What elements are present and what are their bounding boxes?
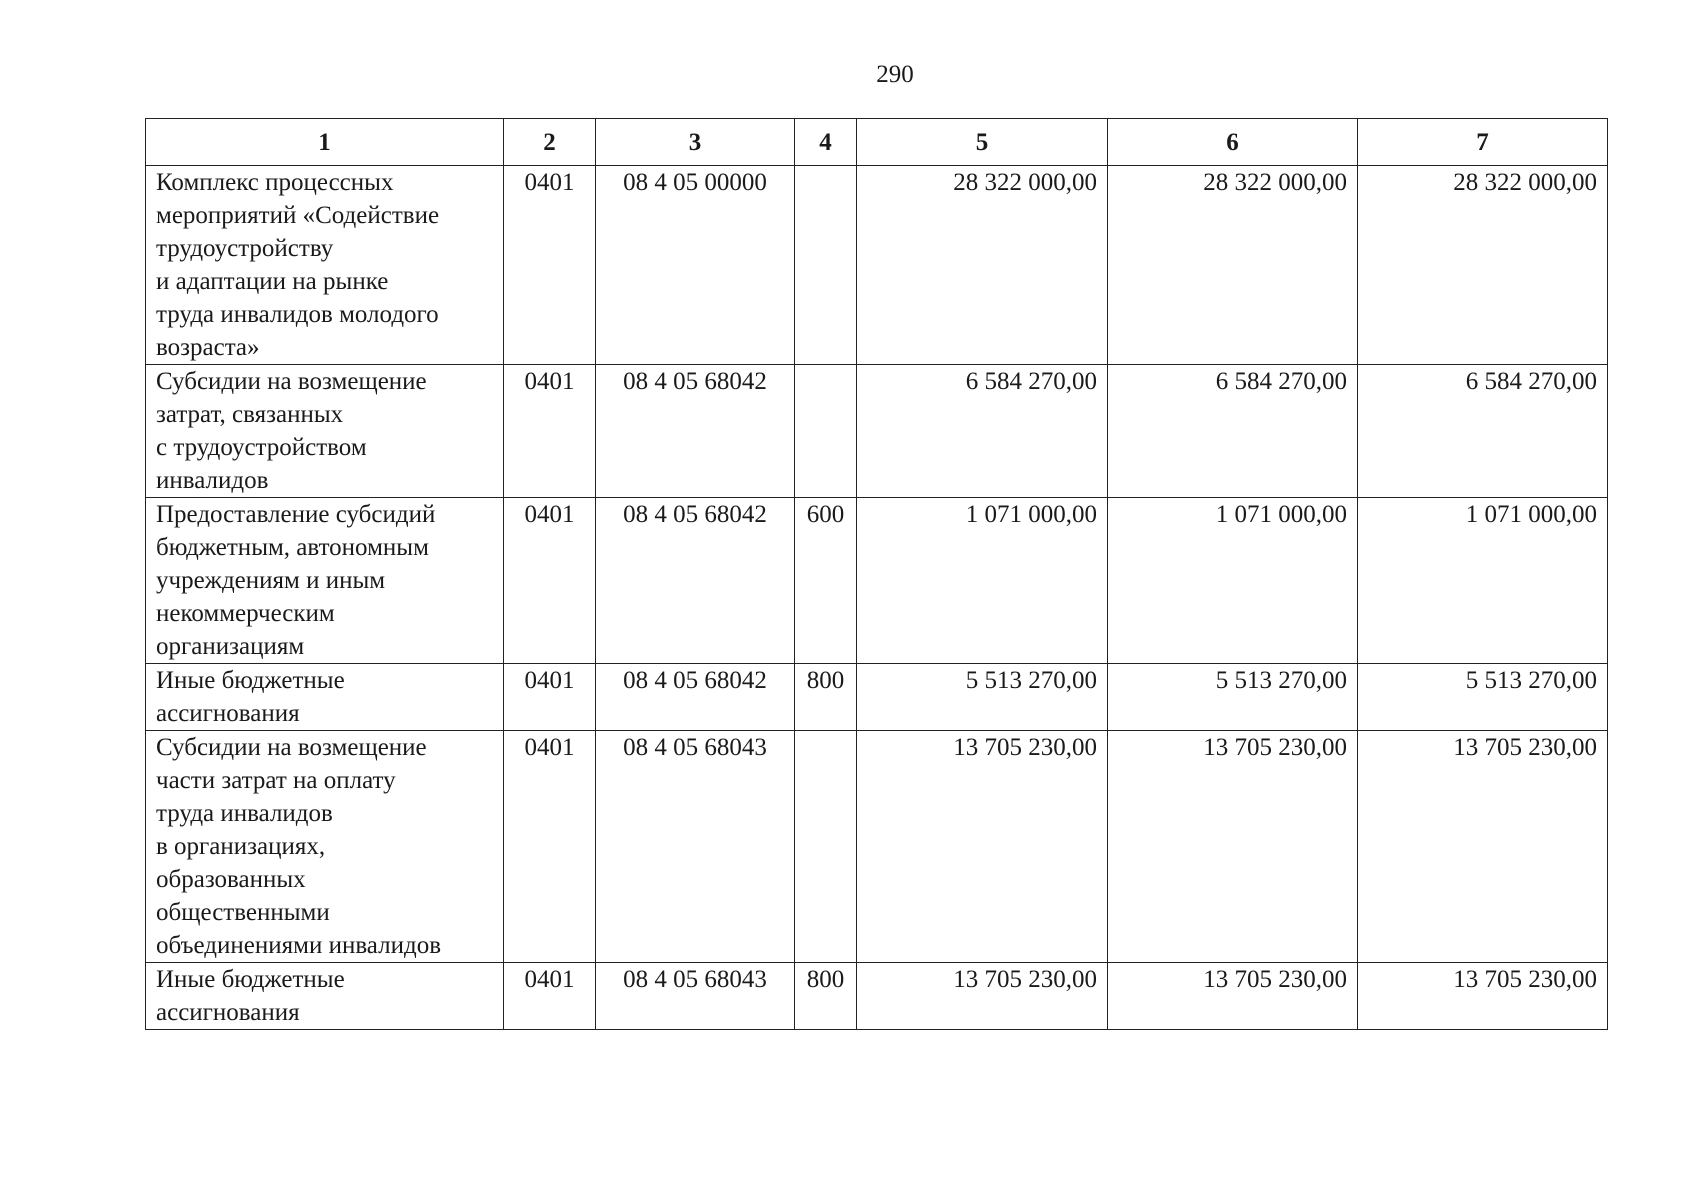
expense-type-code: 600: [795, 498, 857, 664]
table-row: [146, 963, 1608, 1030]
target-article-code: 08 4 05 68043: [596, 731, 795, 963]
column-header: 4: [795, 119, 857, 166]
section-code: 0401: [504, 963, 596, 1030]
amount-col-6: 6 584 270,00: [1108, 365, 1358, 498]
row-name: Субсидии на возмещение части затрат на оплату труда инвалидов в организациях, образованных общественными объединениями инвалидов: [146, 731, 504, 963]
amount-col-5: 1 071 000,00: [857, 498, 1108, 664]
header-row: [146, 119, 1608, 166]
amount-col-7: 6 584 270,00: [1358, 365, 1608, 498]
section-code: 0401: [504, 365, 596, 498]
amount-col-6: 13 705 230,00: [1108, 731, 1358, 963]
amount-col-5: 13 705 230,00: [857, 963, 1108, 1030]
target-article-code: 08 4 05 68042: [596, 365, 795, 498]
amount-col-7: 28 322 000,00: [1358, 166, 1608, 365]
amount-col-5: 28 322 000,00: [857, 166, 1108, 365]
section-code: 0401: [504, 731, 596, 963]
amount-col-6: 13 705 230,00: [1108, 963, 1358, 1030]
target-article-code: 08 4 05 68043: [596, 963, 795, 1030]
amount-col-6: 1 071 000,00: [1108, 498, 1358, 664]
amount-col-6: 5 513 270,00: [1108, 664, 1358, 731]
amount-col-6: 28 322 000,00: [1108, 166, 1358, 365]
target-article-code: 08 4 05 68042: [596, 664, 795, 731]
table-row: [146, 731, 1608, 963]
table-row: [146, 498, 1608, 664]
amount-col-7: 1 071 000,00: [1358, 498, 1608, 664]
row-name: Иные бюджетные ассигнования: [146, 664, 504, 731]
row-name: Субсидии на возмещение затрат, связанных с трудоустройством инвалидов: [146, 365, 504, 498]
table-row: [146, 166, 1608, 365]
row-name: Предоставление субсидий бюджетным, автономным учреждениям и иным некоммерческим организациям: [146, 498, 504, 664]
budget-table: [145, 118, 1608, 1030]
table-row: [146, 365, 1608, 498]
row-name: Комплекс процессных мероприятий «Содействие трудоустройству и адаптации на рынке труда инвалидов молодого возраста»: [146, 166, 504, 365]
column-header: 2: [504, 119, 596, 166]
amount-col-5: 6 584 270,00: [857, 365, 1108, 498]
column-header: 5: [857, 119, 1108, 166]
section-code: 0401: [504, 166, 596, 365]
amount-col-5: 13 705 230,00: [857, 731, 1108, 963]
amount-col-7: 13 705 230,00: [1358, 731, 1608, 963]
column-header: 6: [1108, 119, 1358, 166]
table-row: [146, 664, 1608, 731]
section-code: 0401: [504, 498, 596, 664]
amount-col-5: 5 513 270,00: [857, 664, 1108, 731]
column-header: 1: [146, 119, 504, 166]
section-code: 0401: [504, 664, 596, 731]
expense-type-code: 800: [795, 664, 857, 731]
expense-type-code: 800: [795, 963, 857, 1030]
row-name: Иные бюджетные ассигнования: [146, 963, 504, 1030]
expense-type-code: [795, 166, 857, 365]
target-article-code: 08 4 05 68042: [596, 498, 795, 664]
page-number: 290: [876, 61, 914, 88]
amount-col-7: 13 705 230,00: [1358, 963, 1608, 1030]
expense-type-code: [795, 731, 857, 963]
column-header: 7: [1358, 119, 1608, 166]
target-article-code: 08 4 05 00000: [596, 166, 795, 365]
column-header: 3: [596, 119, 795, 166]
expense-type-code: [795, 365, 857, 498]
amount-col-7: 5 513 270,00: [1358, 664, 1608, 731]
